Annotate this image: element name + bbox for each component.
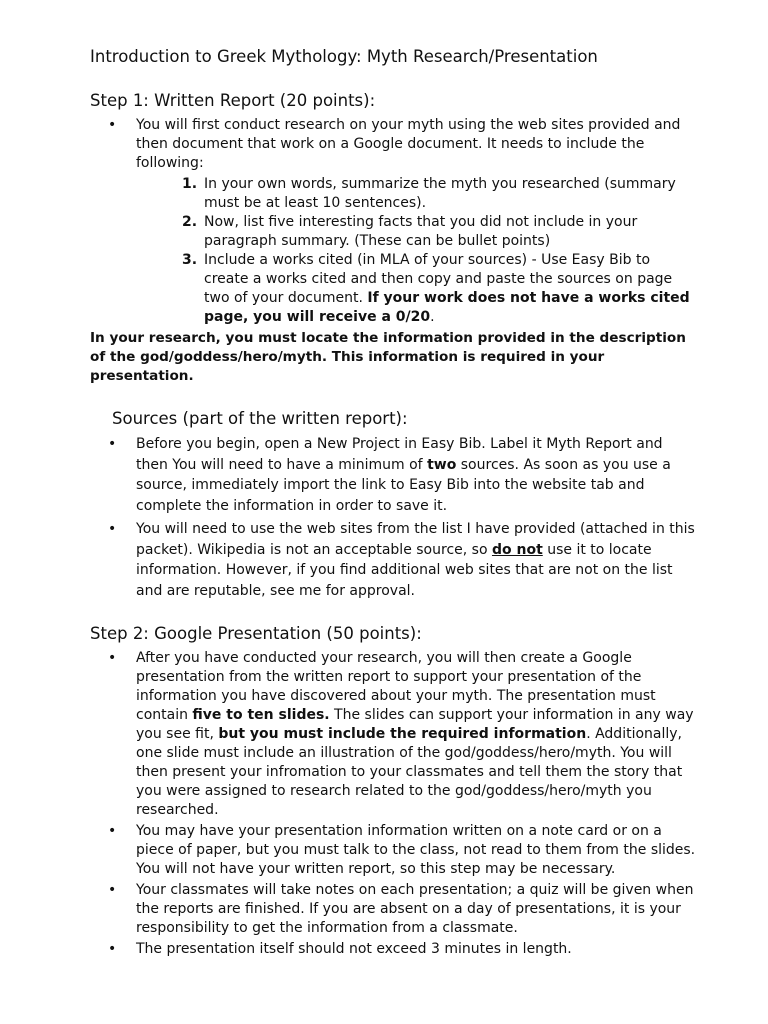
item-number: 2. [182,214,198,230]
item-text: In your own words, summarize the myth you researched (summary must be at least 10 sentences). [204,176,676,211]
step1-bullet: • You will first conduct research on your myth using the web sites provided and then document that work on a Google document. It needs to include the following: [136,116,698,173]
step2-list [90,649,698,959]
step1-item-1 [182,175,698,213]
step1-numbered-list [90,175,698,327]
step2-bullet-4: • The presentation itself should not exceed 3 minutes in length. [136,940,698,959]
step2-bullet-3: • Your classmates will take notes on each presentation; a quiz will be given when the reports are finished. If you are absent on a day of presentations, it is your responsibility to get the information from a classmate. [136,881,698,938]
step1-item-2 [182,213,698,251]
item-text: Now, list five interesting facts that you did not include in your paragraph summary. (These can be bullet points) [204,214,638,249]
sources-bullet-1: • Before you begin, open a New Project in Easy Bib. Label it Myth Report and then You will need to have a minimum of two sources. As soon as you use a source, immediately import the link to Easy Bib into the website tab and complete the information in order to save it. [136,434,698,516]
sources-list [90,434,698,601]
sources-heading: Sources (part of the written report): [112,409,408,428]
item-number: 3. [182,252,198,268]
step1-heading: Step 1: Written Report (20 points): [90,91,376,110]
step2-bullet-1: • After you have conducted your research, you will then create a Google presentation from the written report to support your presentation of the information you have discovered about your myth. The presentation must contain five to ten slides. The slides can support your information in any way you see fit, but you must include the required information. Additionally, one slide must include an illustration of the god/goddess/hero/myth. You will then present your infromation to your classmates and tell them the story that you were assigned to research related to the god/goddess/hero/myth you researched. [136,649,698,820]
step1-list [90,116,698,173]
sources-bullet-2: • You will need to use the web sites from the list I have provided (attached in this packet). Wikipedia is not an acceptable source, so do not use it to locate information. However, if you find additional web sites that are not on the list and are reputable, see me for approval. [136,519,698,601]
item-number: 1. [182,176,198,192]
item-text: Include a works cited (in MLA of your sources) - Use Easy Bib to create a works cited and then copy and paste the sources on page two of your document. [204,252,673,306]
step2-bullet-2: • You may have your presentation information written on a note card or on a piece of paper, but you must talk to the class, not read to them from the slides. You will not have your written report, so this step may be necessary. [136,822,698,879]
document-title: Introduction to Greek Mythology: Myth Research/Presentation [90,47,598,66]
research-requirement-note: In your research, you must locate the information provided in the description of the god/goddess/hero/myth. This information is required in your presentation. [90,330,686,384]
item-bold-warning: If your work does not have a works cited page, you will receive a 0/20 [204,290,690,325]
step1-item-3: 3. Include a works cited (in MLA of your sources) - Use Easy Bib to create a works cited and then copy and paste the sources on page two of your document. If your work does not have a works cited page, you will receive a 0/20. [182,252,690,325]
step2-heading: Step 2: Google Presentation (50 points): [90,624,422,643]
